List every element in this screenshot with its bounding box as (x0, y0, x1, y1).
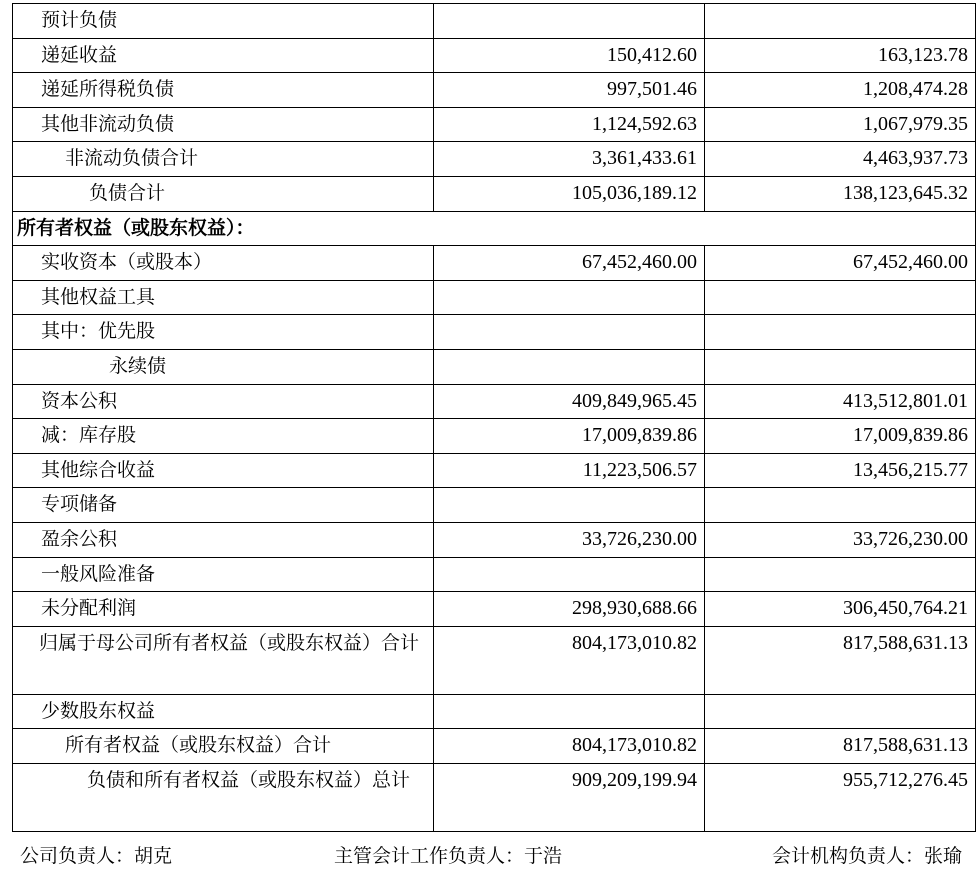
table-row (13, 384, 976, 419)
current-value: 67,452,460.00 (434, 246, 705, 281)
previous-value: 67,452,460.00 (705, 246, 976, 281)
table-row (13, 38, 976, 73)
previous-value (705, 349, 976, 384)
previous-value: 817,588,631.13 (705, 626, 976, 694)
current-value (434, 349, 705, 384)
current-value: 1,124,592.63 (434, 107, 705, 142)
row-label: 递延收益 (13, 38, 434, 73)
row-label: 少数股东权益 (13, 694, 434, 729)
previous-value (705, 280, 976, 315)
row-label: 盈余公积 (13, 522, 434, 557)
table-row (13, 176, 976, 211)
table-row (13, 453, 976, 488)
table-row (13, 280, 976, 315)
row-label: 实收资本（或股本） (13, 246, 434, 281)
previous-value: 13,456,215.77 (705, 453, 976, 488)
current-value: 997,501.46 (434, 73, 705, 108)
current-value (434, 557, 705, 592)
row-label: 其他综合收益 (13, 453, 434, 488)
current-value: 804,173,010.82 (434, 626, 705, 694)
current-value: 909,209,199.94 (434, 763, 705, 831)
current-value: 17,009,839.86 (434, 419, 705, 454)
previous-value (705, 488, 976, 523)
previous-value: 955,712,276.45 (705, 763, 976, 831)
row-label: 永续债 (13, 349, 434, 384)
previous-value: 4,463,937.73 (705, 142, 976, 177)
row-label: 未分配利润 (13, 592, 434, 627)
table-row (13, 729, 976, 764)
table-row (13, 592, 976, 627)
previous-value: 1,067,979.35 (705, 107, 976, 142)
table-row (13, 107, 976, 142)
previous-value: 163,123.78 (705, 38, 976, 73)
row-label-text: 归属于母公司所有者权益（或股东权益）合计 (39, 631, 420, 654)
table-row (13, 73, 976, 108)
row-label (13, 626, 434, 694)
table-row (13, 763, 976, 831)
current-value (434, 694, 705, 729)
current-value (434, 4, 705, 39)
current-value: 33,726,230.00 (434, 522, 705, 557)
row-label (13, 763, 434, 831)
table-row (13, 315, 976, 350)
row-label: 资本公积 (13, 384, 434, 419)
row-label: 一般风险准备 (13, 557, 434, 592)
company-head: 公司负责人：胡克 (20, 845, 173, 867)
accounting-dept-head: 会计机构负责人：张瑜 (771, 845, 962, 867)
row-label: 递延所得税负债 (13, 73, 434, 108)
table-row (13, 557, 976, 592)
previous-value (705, 557, 976, 592)
current-value: 409,849,965.45 (434, 384, 705, 419)
previous-value (705, 694, 976, 729)
row-label: 负债合计 (13, 176, 434, 211)
row-label: 其中：优先股 (13, 315, 434, 350)
section-header-row (13, 211, 976, 246)
previous-value: 17,009,839.86 (705, 419, 976, 454)
table-row (13, 349, 976, 384)
previous-value (705, 4, 976, 39)
row-label: 其他非流动负债 (13, 107, 434, 142)
row-label: 减：库存股 (13, 419, 434, 454)
table-row (13, 626, 976, 694)
row-label: 专项储备 (13, 488, 434, 523)
current-value: 11,223,506.57 (434, 453, 705, 488)
row-label: 其他权益工具 (13, 280, 434, 315)
current-value: 105,036,189.12 (434, 176, 705, 211)
table-row (13, 694, 976, 729)
previous-value: 33,726,230.00 (705, 522, 976, 557)
row-label-text: 负债和所有者权益（或股东权益）总计 (87, 768, 411, 791)
row-label: 非流动负债合计 (13, 142, 434, 177)
current-value: 804,173,010.82 (434, 729, 705, 764)
previous-value: 413,512,801.01 (705, 384, 976, 419)
table-row (13, 246, 976, 281)
table-row (13, 419, 976, 454)
previous-value (705, 315, 976, 350)
previous-value: 817,588,631.13 (705, 729, 976, 764)
row-label: 预计负债 (13, 4, 434, 39)
current-value: 3,361,433.61 (434, 142, 705, 177)
table-row (13, 488, 976, 523)
row-label: 所有者权益（或股东权益）合计 (13, 729, 434, 764)
current-value (434, 280, 705, 315)
balance-sheet-table (12, 3, 976, 832)
table-row (13, 142, 976, 177)
section-title: 所有者权益（或股东权益）： (13, 211, 976, 246)
current-value: 298,930,688.66 (434, 592, 705, 627)
table-row (13, 522, 976, 557)
previous-value: 306,450,764.21 (705, 592, 976, 627)
current-value (434, 315, 705, 350)
table-row (13, 4, 976, 39)
previous-value: 1,208,474.28 (705, 73, 976, 108)
current-value: 150,412.60 (434, 38, 705, 73)
signature-footer (0, 838, 976, 874)
previous-value: 138,123,645.32 (705, 176, 976, 211)
accounting-head: 主管会计工作负责人：于浩 (334, 845, 563, 867)
current-value (434, 488, 705, 523)
